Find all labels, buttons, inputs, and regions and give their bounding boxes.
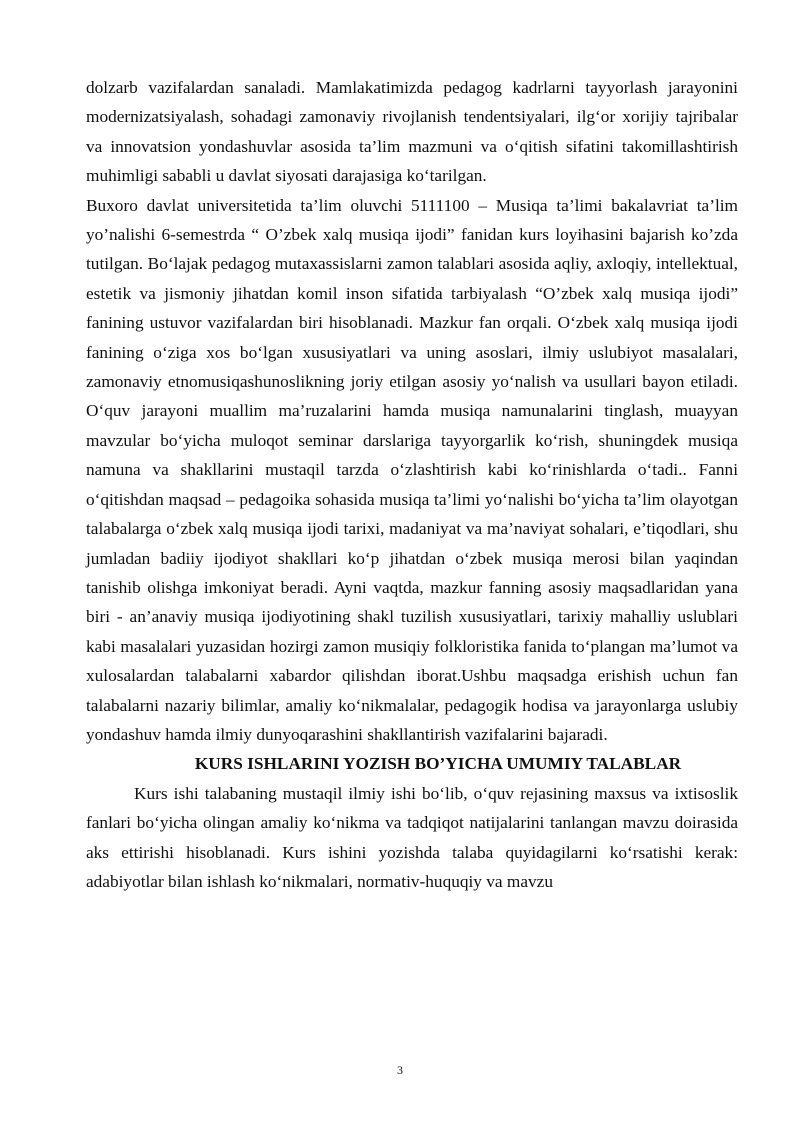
paragraph-continuation: dolzarb vazifalardan sanaladi. Mamlakatimizda pedagog kadrlarni tayyorlash jarayonini modernizatsiyalash, sohadagi zamonaviy rivojlanish tendentsiyalari, ilg‘or xorijiy tajribalar va innovatsion yondashuvlar asosida ta’lim mazmuni va o‘qitish sifatini takomillashtirish muhimligi sababli u davlat siyosati darajasiga ko‘tarilgan. <box>86 78 738 186</box>
paragraph-requirements: Kurs ishi talabaning mustaqil ilmiy ishi bo‘lib, o‘quv rejasining maxsus va ixtisoslik fanlari bo‘yicha olingan amaliy ko‘nikma va tadqiqot natijalarini tanlangan mavzu doirasida aks ettirishi hisoblanadi. Kurs ishini yozishda talaba quyidagilarni ko‘rsatishi kerak: adabiyotlar bilan ishlash ko‘nikmalari, normativ-huquqiy va mavzu <box>86 783 738 891</box>
section-heading: KURS ISHLARINI YOZISH BO’YICHA UMUMIY TALABLAR <box>194 754 682 774</box>
paragraph-course-description: Buxoro davlat universitetida ta’lim oluvchi 5111100 – Musiqa ta’limi bakalavriat ta’lim yo’nalishi 6-semestrda “ O’zbek xalq musiqa ijodi” fanidan kurs loyihasini bajarish ko’zda tutilgan. Bo‘lajak pedagog mutaxassislarni zamon talablari asosida aqliy, axloqiy, intellektual, estetik va jismoniy jihatdan komil inson sifatida tarbiyalash “O’zbek xalq musiqa ijodi” fanining ustuvor vazifalardan biri hisoblanadi. Mazkur fan orqali. O‘zbek xalq musiqa ijodi fanining o‘ziga xos bo‘lgan xususiyatlari va uning asoslari, ilmiy uslubiyot masalalari, zamonaviy etnomusiqashunoslikning joriy etilgan asosiy yo‘nalish va usullari bayon etiladi. O‘quv jarayoni muallim ma’ruzalarini hamda musiqa namunalarini tinglash, muayyan mavzular bo‘yicha muloqot seminar darslariga tayyorgarlik ko‘rish, shuningdek musiqa namuna va shakllarini mustaqil tarzda o‘zlashtirish kabi ko‘rinishlarda o‘tadi.. Fanni o‘qitishdan maqsad – pedagoika sohasida musiqa ta’limi yo‘nalishi bo‘yicha ta’lim olayotgan talabalarga o‘zbek xalq musiqa ijodi tarixi, madaniyat va ma’naviyat sohalari, e’tiqodlari, shu jumladan badiiy ijodiyot shakllari ko‘p jihatdan o‘zbek musiqa merosi bilan yaqindan tanishib olishga imkoniyat beradi. Ayni vaqtda, mazkur fanning asosiy maqsadlaridan yana biri - an’anaviy musiqa ijodiyotining shakl tuzilish xususiyatlari, tarixiy mahalliy uslublari kabi masalalari yuzasidan hozirgi zamon musiqiy folkloristika fanida to‘plangan ma’lumot va xulosalardan talabalarni xabardor qilishdan iborat.Ushbu maqsadga erishish uchun fan talabalarni nazariy bilimlar, amaliy ko‘nikmalalar, pedagogik hodisa va jarayonlarga uslubiy yondashuv hamda ilmiy dunyoqarashini shakllantirish vazifalarini bajaradi. <box>86 195 738 744</box>
page-number: 3 <box>397 1063 403 1077</box>
body-text <box>86 73 738 896</box>
